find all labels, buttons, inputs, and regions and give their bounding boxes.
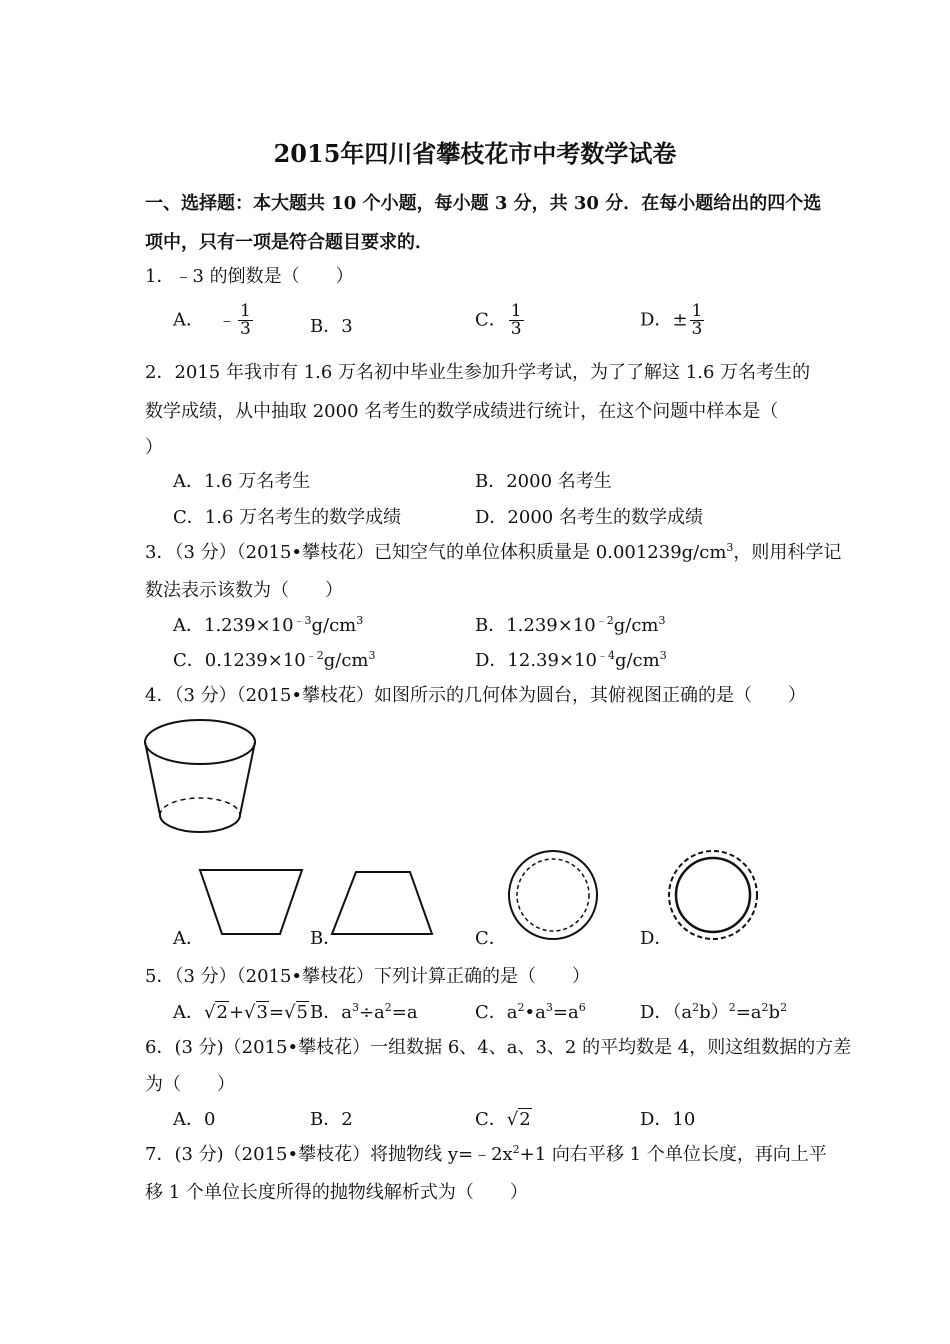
q5-c-sup2: 3 bbox=[545, 1001, 553, 1014]
q5-a-label: A． bbox=[173, 1002, 204, 1023]
q4-option-d: D． bbox=[640, 928, 673, 949]
q6-c-sqrt: √2 bbox=[506, 1109, 531, 1130]
q6-option-a: A．0 bbox=[173, 1109, 216, 1130]
q1-option-b: B．3 bbox=[310, 316, 353, 337]
q1-option-c bbox=[475, 303, 526, 338]
q3-c-sup2: 3 bbox=[368, 649, 376, 662]
q5-c-sup3: 6 bbox=[578, 1001, 586, 1014]
q3-a-mid: g/cm bbox=[311, 615, 357, 636]
q2-option-b: B．2000 名考生 bbox=[475, 471, 612, 492]
q7-line1-sup: 2 bbox=[512, 1143, 520, 1156]
q1-a-label: A． bbox=[173, 309, 204, 331]
q3-d-pre: D．12.39×10 bbox=[475, 650, 597, 671]
q7-line1-text: 7．(3 分)（2015•攀枝花）将抛物线 y=﹣2x bbox=[145, 1144, 513, 1165]
q5-d-post: b bbox=[768, 1002, 781, 1023]
q1-a-num: 1 bbox=[240, 301, 251, 321]
q3-option-d bbox=[475, 646, 667, 672]
q3-b-sup: ﹣2 bbox=[595, 614, 614, 627]
q3-c-sup: ﹣2 bbox=[305, 649, 324, 662]
q3-c-mid: g/cm bbox=[323, 650, 369, 671]
q5-d-pre: D．（a bbox=[640, 1002, 693, 1023]
trapezoid-upright-icon bbox=[328, 868, 436, 938]
q6-c-label: C． bbox=[475, 1109, 507, 1130]
q3-option-b bbox=[475, 611, 666, 637]
q3-a-sup2: 3 bbox=[356, 614, 364, 627]
q5-c-sup1: 2 bbox=[517, 1001, 525, 1014]
q3-a-pre: A．1.239×10 bbox=[173, 615, 294, 636]
q5-d-sup3: 2 bbox=[761, 1001, 769, 1014]
q5-d-sup4: 2 bbox=[780, 1001, 788, 1014]
q6-line1: 6．(3 分)（2015•攀枝花）一组数据 6、4、a、3、2 的平均数是 4，则这组数据的方差 bbox=[145, 1037, 852, 1058]
q5-a-rad3: 5 bbox=[296, 1002, 308, 1023]
q5-b-sup2: 2 bbox=[384, 1001, 392, 1014]
q6-line2: 为（ ） bbox=[145, 1074, 235, 1095]
q4-option-b: B． bbox=[310, 928, 342, 949]
q3-a-sup: ﹣3 bbox=[293, 614, 312, 627]
q4-option-a: A． bbox=[173, 928, 204, 949]
q1-option-d bbox=[640, 303, 706, 338]
q2-line3: ） bbox=[145, 437, 163, 458]
q1-c-num: 1 bbox=[510, 301, 522, 321]
q5-stem: 5．（3 分）（2015•攀枝花）下列计算正确的是（ ） bbox=[145, 966, 591, 987]
q5-option-b bbox=[310, 998, 418, 1024]
q2-line1: 2．2015 年我市有 1.6 万名初中毕业生参加升学考试，为了了解这 1.6 万名考生的 bbox=[145, 362, 811, 383]
page-title: 2015年四川省攀枝花市中考数学试卷 bbox=[273, 139, 677, 168]
q1-a-fraction bbox=[238, 303, 253, 338]
q1-c-den: 3 bbox=[510, 319, 522, 339]
section-heading-line2: 项中，只有一项是符合题目要求的． bbox=[145, 232, 433, 253]
q5-option-a bbox=[173, 998, 309, 1024]
q2-option-a: A．1.6 万名考生 bbox=[173, 471, 311, 492]
q1-d-sign: ± bbox=[672, 309, 688, 331]
q2-option-d: D．2000 名考生的数学成绩 bbox=[475, 507, 703, 528]
q3-d-sup: ﹣4 bbox=[596, 649, 615, 662]
section-heading-line1: 一、选择题：本大题共 10 个小题，每小题 3 分，共 30 分．在每小题给出的四个选 bbox=[145, 193, 822, 214]
q1-d-den: 3 bbox=[691, 319, 703, 339]
q4-option-c: C． bbox=[475, 928, 507, 949]
q6-option-d: D．10 bbox=[640, 1109, 696, 1130]
q5-a-rad1: 2 bbox=[216, 1002, 228, 1023]
q1-d-num: 1 bbox=[691, 301, 703, 321]
q3-option-c bbox=[173, 646, 376, 672]
q6-option-c bbox=[475, 1105, 532, 1131]
q5-b-pre: B．a bbox=[310, 1002, 352, 1023]
q5-a-eq: = bbox=[268, 1002, 285, 1023]
q5-b-post: =a bbox=[391, 1002, 418, 1023]
q4-stem: 4．（3 分）（2015•攀枝花）如图所示的几何体为圆台，其俯视图正确的是（ ） bbox=[145, 685, 807, 706]
q3-d-sup2: 3 bbox=[659, 649, 667, 662]
q7-line2: 移 1 个单位长度所得的抛物线解析式为（ ） bbox=[145, 1182, 528, 1203]
q1-stem: 1．﹣3 的倒数是（ ） bbox=[145, 266, 354, 287]
q3-b-pre: B．1.239×10 bbox=[475, 615, 596, 636]
q1-a-den: 3 bbox=[240, 319, 251, 339]
circle-dashed-outer-solid-inner-icon bbox=[666, 848, 760, 942]
q7-line1-post: +1 向右平移 1 个单位长度，再向上平 bbox=[519, 1144, 827, 1165]
q3-line1 bbox=[145, 538, 841, 564]
q5-d-mid: b） bbox=[699, 1002, 729, 1023]
q7-line1 bbox=[145, 1140, 827, 1166]
q3-c-pre: C．0.1239×10 bbox=[173, 650, 306, 671]
q1-a-sign: ﹣ bbox=[218, 309, 236, 331]
q5-c-mid: •a bbox=[524, 1002, 546, 1023]
trapezoid-inverted-icon bbox=[196, 866, 306, 938]
q5-a-sqrt3: √5 bbox=[284, 1002, 308, 1023]
q3-d-mid: g/cm bbox=[614, 650, 660, 671]
q5-d-sup2: 2 bbox=[728, 1001, 736, 1014]
q5-a-rad2: 3 bbox=[256, 1002, 268, 1023]
q5-a-plus: + bbox=[228, 1002, 245, 1023]
q3-b-mid: g/cm bbox=[613, 615, 659, 636]
q5-d-sup1: 2 bbox=[692, 1001, 700, 1014]
q5-a-sqrt1: √2 bbox=[204, 1002, 228, 1023]
q1-c-fraction bbox=[509, 303, 524, 338]
q3-b-sup2: 3 bbox=[658, 614, 666, 627]
q6-c-rad: 2 bbox=[519, 1109, 531, 1130]
q3-line1-post: ，则用科学记 bbox=[733, 542, 842, 563]
q1-d-fraction bbox=[690, 303, 705, 338]
q6-option-b: B．2 bbox=[310, 1109, 353, 1130]
q3-line1-text: 3．（3 分）（2015•攀枝花）已知空气的单位体积质量是 0.001239g/cm bbox=[145, 542, 727, 563]
q5-c-mid2: =a bbox=[552, 1002, 579, 1023]
q5-c-pre: C．a bbox=[475, 1002, 518, 1023]
q1-c-label: C． bbox=[475, 309, 507, 331]
q5-a-sqrt2: √3 bbox=[244, 1002, 268, 1023]
q3-line2: 数法表示该数为（ ） bbox=[145, 580, 343, 601]
q1-option-a bbox=[173, 303, 255, 338]
q1-d-label: D． bbox=[640, 309, 673, 331]
q5-option-d bbox=[640, 998, 787, 1024]
q3-line1-sup: 3 bbox=[726, 541, 734, 554]
q5-option-c bbox=[475, 998, 586, 1024]
circle-solid-outer-dashed-inner-icon bbox=[506, 848, 600, 942]
q5-b-sup1: 3 bbox=[351, 1001, 359, 1014]
q5-b-mid: ÷a bbox=[358, 1002, 385, 1023]
q2-line2: 数学成绩，从中抽取 2000 名考生的数学成绩进行统计，在这个问题中样本是（ bbox=[145, 401, 779, 422]
frustum-figure bbox=[140, 712, 260, 840]
q2-option-c: C．1.6 万名考生的数学成绩 bbox=[173, 507, 402, 528]
q5-d-mid2: =a bbox=[735, 1002, 762, 1023]
q3-option-a bbox=[173, 611, 363, 637]
